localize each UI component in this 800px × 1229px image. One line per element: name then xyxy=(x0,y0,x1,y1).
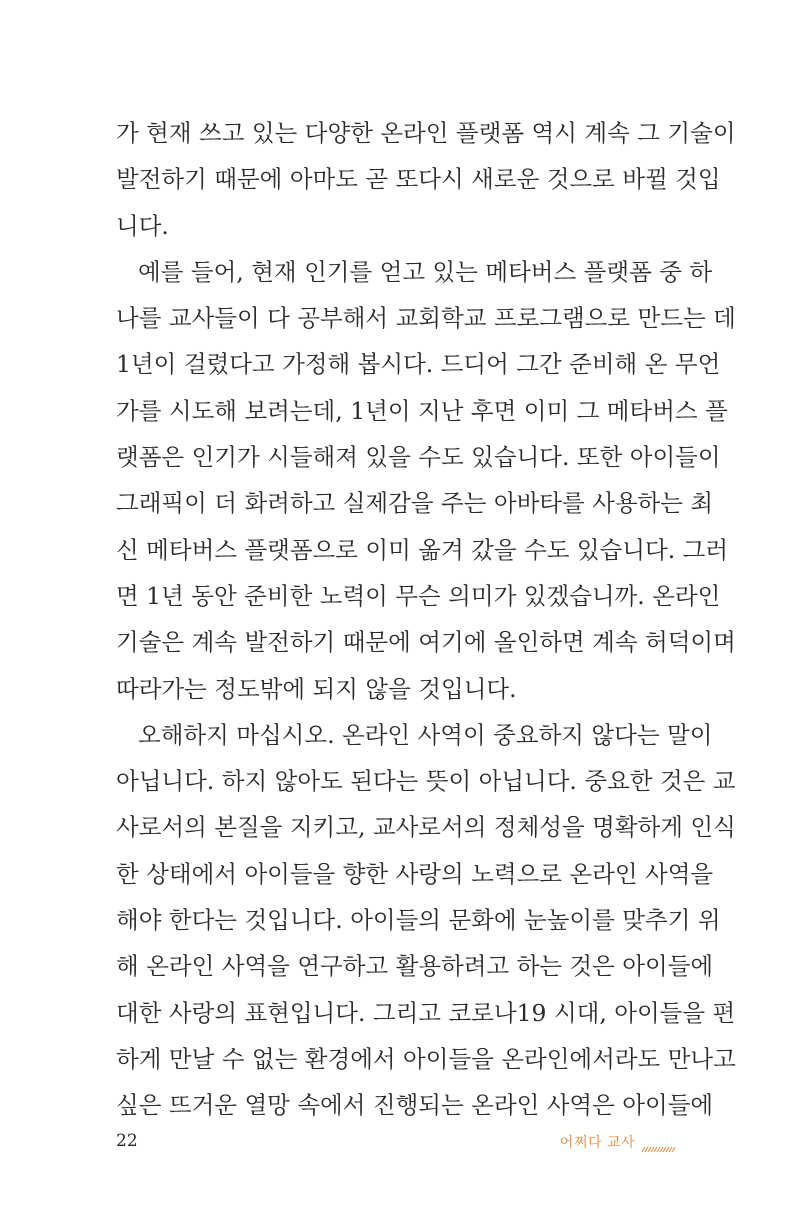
running-footer-title: 어쩌다 교사 xyxy=(559,1135,635,1151)
text-line: 싶은 뜨거운 열망 속에서 진행되는 온라인 사역은 아이들에 xyxy=(116,1091,714,1120)
text-line: 랫폼은 인기가 시들해져 있을 수도 있습니다. 또한 아이들이 xyxy=(116,443,721,472)
text-line-paragraph-start: 예를 들어, 현재 인기를 얻고 있는 메타버스 플랫폼 중 하 xyxy=(138,257,713,286)
text-line-paragraph-start: 오해하지 마십시오. 온라인 사역이 중요하지 않다는 말이 xyxy=(138,720,713,749)
text-line: 기술은 계속 발전하기 때문에 여기에 올인하면 계속 허덕이며 xyxy=(116,628,736,657)
text-line: 나를 교사들이 다 공부해서 교회학교 프로그램으로 만드는 데 xyxy=(116,304,736,333)
text-line: 해 온라인 사역을 연구하고 활용하려고 하는 것은 아이들에 xyxy=(116,952,714,981)
hatch-ornament-icon xyxy=(642,1144,676,1152)
text-line: 발전하기 때문에 아마도 곧 또다시 새로운 것으로 바뀔 것입 xyxy=(116,165,721,194)
text-line: 그래픽이 더 화려하고 실제감을 주는 아바타를 사용하는 최 xyxy=(116,489,714,518)
text-line: 가를 시도해 보려는데, 1년이 지난 후면 이미 그 메타버스 플 xyxy=(116,396,728,425)
text-line: 1년이 걸렸다고 가정해 봅시다. 드디어 그간 준비해 온 무언 xyxy=(116,350,721,379)
text-line: 니다. xyxy=(116,211,169,240)
text-line: 한 상태에서 아이들을 향한 사랑의 노력으로 온라인 사역을 xyxy=(116,859,714,888)
text-line: 해야 한다는 것입니다. 아이들의 문화에 눈높이를 맞추기 위 xyxy=(116,906,721,935)
text-line: 하게 만날 수 없는 환경에서 아이들을 온라인에서라도 만나고 xyxy=(116,1044,736,1073)
page-number: 22 xyxy=(116,1131,138,1151)
body-text xyxy=(116,110,736,1129)
text-line: 면 1년 동안 준비한 노력이 무슨 의미가 있겠습니까. 온라인 xyxy=(116,581,721,610)
text-line: 따라가는 정도밖에 되지 않을 것입니다. xyxy=(116,674,517,703)
text-line: 사로서의 본질을 지키고, 교사로서의 정체성을 명확하게 인식 xyxy=(116,813,736,842)
text-line: 대한 사랑의 표현입니다. 그리고 코로나19 시대, 아이들을 편 xyxy=(116,998,736,1027)
text-line: 아닙니다. 하지 않아도 된다는 뜻이 아닙니다. 중요한 것은 교 xyxy=(116,767,736,796)
text-line: 가 현재 쓰고 있는 다양한 온라인 플랫폼 역시 계속 그 기술이 xyxy=(116,119,736,147)
text-line: 신 메타버스 플랫폼으로 이미 옮겨 갔을 수도 있습니다. 그러 xyxy=(116,535,729,564)
